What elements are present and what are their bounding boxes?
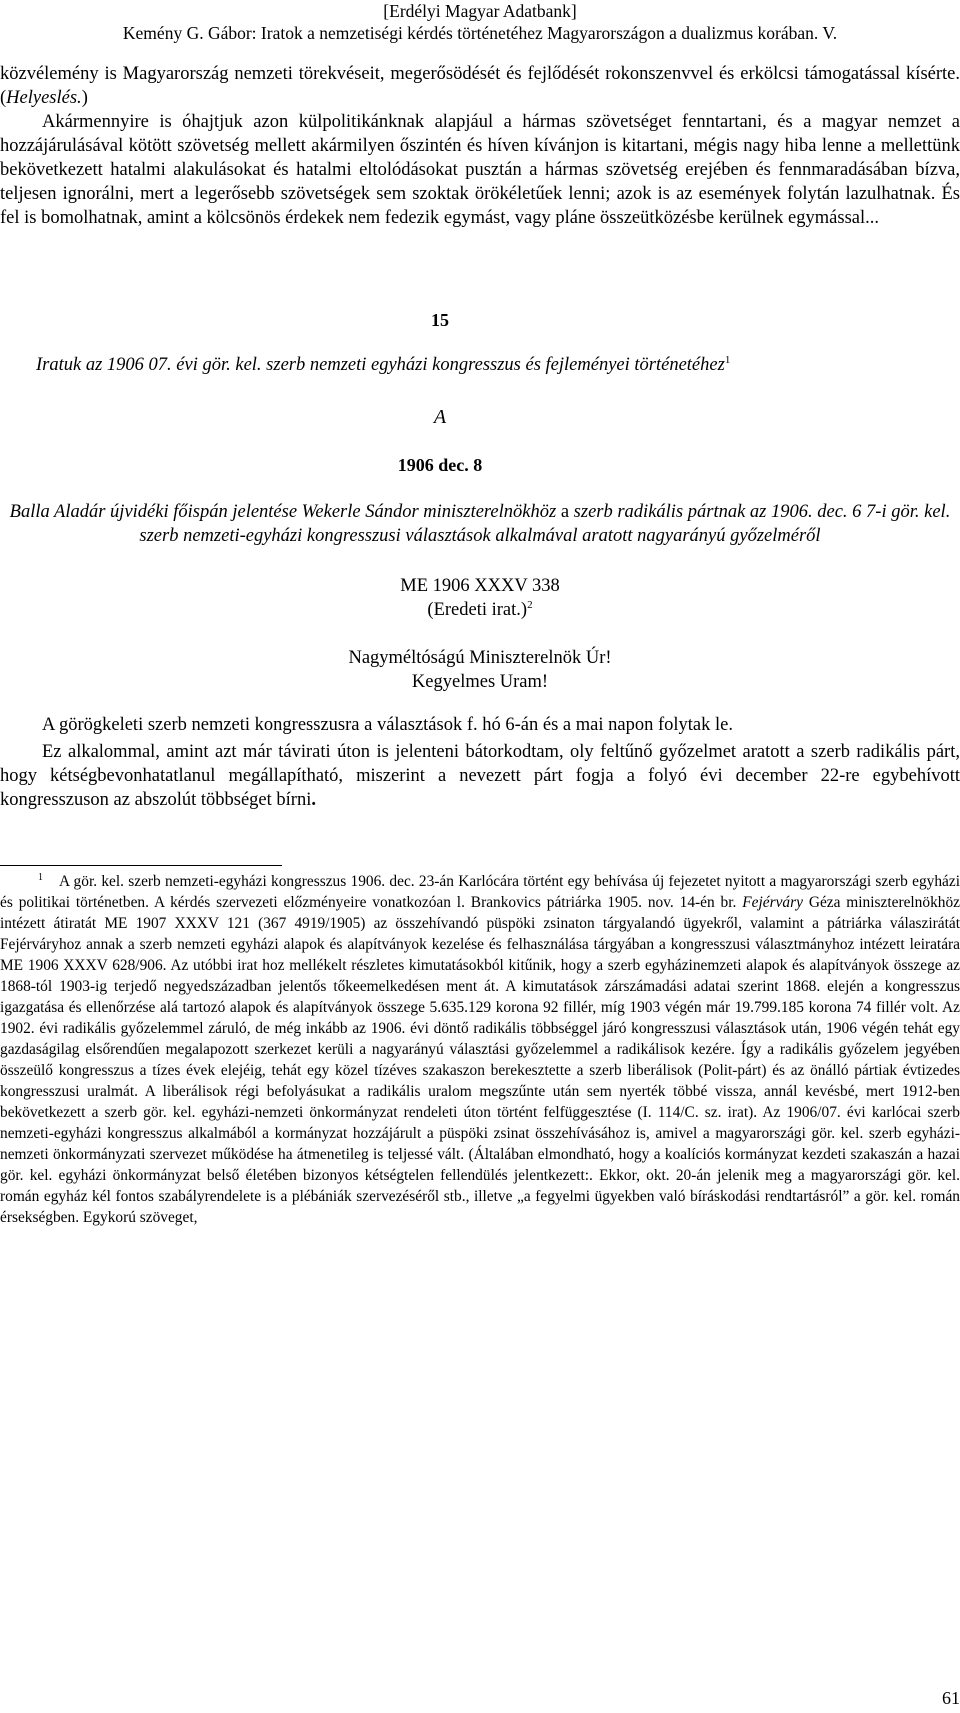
salutation-2: Kegyelmes Uram! — [411, 672, 549, 692]
letter-paragraph-2: Ez alkalommal, amint azt már távirati úton is jelenteni bátorkodtam, oly feltűnő győzelmet aratott a szerb radikális párt, hogy kétségbevonhatatlanul megállapítható, miszerint a nevezett párt fogja a folyó évi december 22-re egybehívott kongresszuson az abszolút többséget bírni. — [0, 742, 960, 810]
header-source: [Erdélyi Magyar Adatbank] — [383, 1, 577, 21]
intro-text — [0, 62, 960, 230]
letter-body — [0, 713, 960, 812]
archive-reference: ME 1906 XXXV 338 — [400, 576, 560, 596]
letter-paragraph-1: A görögkeleti szerb nemzeti kongresszusra a választások f. hó 6-án és a mai napon folytak le. — [42, 715, 733, 735]
document-date: 1906 dec. 8 — [397, 455, 483, 475]
intro-paragraph-1: közvélemény is Magyarország nemzeti törekvéseit, megerősödését és fejlődését rokonszenvvel és erkölcsi támogatással kísérte. (Helyeslés.) — [0, 64, 960, 108]
intro-paragraph-2: Akármennyire is óhajtjuk azon külpolitikánknak alapjául a hármas szövetséget fenntartani, és a magyar nemzet a hozzájárulásával kötött szövetség mellett akármilyen őszintén és híven kívánjon is kitartani, mégis nagy hiba lenne a mellettünk bekövetkezett hatalmi alakulásokat és hatalmi eltolódásokat pusztán a hármas szövetség erejében és fennmaradásában bízva, teljesen ignorálni, mert a legerősebb szövetségek sem szoktak örökéletűek lenni; azok is az események folytán lazulhatnak. És fel is bomolhatnak, amint a kölcsönös érdekek nem fedezik egymást, vagy pláne összeütközésbe kerülnek egymással... — [0, 112, 960, 228]
page-number: 61 — [942, 1688, 960, 1708]
source-note: (Eredeti irat.)$^2$ — [427, 598, 533, 620]
footnote-1: $^1$ A gör. kel. szerb nemzeti-egyházi kongresszus 1906. dec. 23-án Karlócára történt egy behívása új fejezetet nyitott a magyarországi szerb egyházi és politikai történetben. A kérdés szervezeti előzményeire vonatkozóan l. Brankovics pátriárka 1905. nov. 14-én br. Fejérváry Géza miniszterelnökhöz intézett átiratát ME 1907 XXXV 121 (367 4919/1905) az összehívandó püspöki zsinaton tárgyalandó ügyekről, valamint a pátriárka válaszirátát Fejérváryhoz annak a szerb nemzeti egyházi alapok és alapítványok kezelése és felhasználása tárgyában a kongresszusi választmányhoz intézett leiratára ME 1906 XXXV 628/906. Az utóbbi irat hoz mellékelt részletes kimutatásokból kitűnik, hogy a szerb egyházinemzeti alapok és alapítványok összege az 1868-tól 1903-ig terjedő negyedszázadban jelentős tőkeemelkedésen ment át. A kimutatások zárszámadási adatai szerint 1868. elején a kongresszus igazgatása és ellenőrzése alá tartozó alapok és alapítványok összege 5.635.129 korona 92 fillér, míg 1903 végén már 19.799.185 korona 74 fillér volt. Az 1902. évi radikális győzelemmel záruló, de még inkább az 1906. évi döntő radikális többséggel járó kongresszusi választások után, 1906 végén tehát egy gazdaságilag elsőrendűen megalapozott szerkezet kerüli a nagyarányú választási győzelemmel a radikálisok kezére. Így a radikális győzelem jegyében összeülő kongresszus a tízes évek elejéig, tehát egy közel tízéves szakaszon berekesztette a szerb liberálisok (Polit-párt) és az önálló pártiak évtizedes kongresszusi uralmát. A liberálisok régi befolyásukat a radikális uralom megszűnte után sem nyerték többé vissza, annál kevésbé, mert 1912-ben bekövetkezett a szerb gör. kel. egyházi-nemzeti önkormányzat rendeleti úton történt felfüggesztése (I. 114/C. sz. irat). Az 1906/07. évi karlócai szerb nemzeti-egyházi kongresszus alkalmából a kormányzat hozzájárult a püspöki zsinat összehívásához is, amivel a magyarországi gör. kel. szerb egyházi-nemzeti önkormányzati szervezet működése ha átmenetileg is teljessé vált. (Általában elmondható, hogy a koalíciós kormányzat kezdeti szakaszán a hazai gör. kel. egyházi önkormányzat belső életében bizonyos kétségtelen fellendülés jelentkezett:. Ekkor, okt. 20-án jelenik meg a magyarországi gör. kel. román egyház kél fontos szabályrendelete is a plébániák szervezéséről stb., illetve „a fegyelmi ügyekben való bíráskodási rendtartásról” a gör. kel. román érsekségben. Egykorú szöveget, — [0, 871, 960, 1226]
footnote-separator — [0, 865, 282, 866]
salutation-1: Nagyméltóságú Miniszterelnök Úr! — [348, 648, 612, 668]
section-number: 15 — [431, 310, 449, 330]
footnote-ref-1: 1 — [724, 353, 731, 366]
header-title: Kemény G. Gábor: Iratok a nemzetiségi kérdés történetéhez Magyarországon a dualizmus korában. V. — [122, 23, 838, 43]
document-letter: A — [433, 406, 447, 428]
section-title: Iratuk az 1906 07. évi gör. kel. szerb nemzeti egyházi kongresszus és fejleményei történetéhez$^1$ — [36, 353, 731, 375]
document-summary: Balla Aladár újvidéki főispán jelentése Wekerle Sándor miniszterelnökhöz a szerb radikális pártnak az 1906. dec. 6 7-i gör. kel. szerb nemzeti-egyházi kongresszusi választások alkalmával aratott nagyarányú győzelméről — [9, 502, 951, 546]
